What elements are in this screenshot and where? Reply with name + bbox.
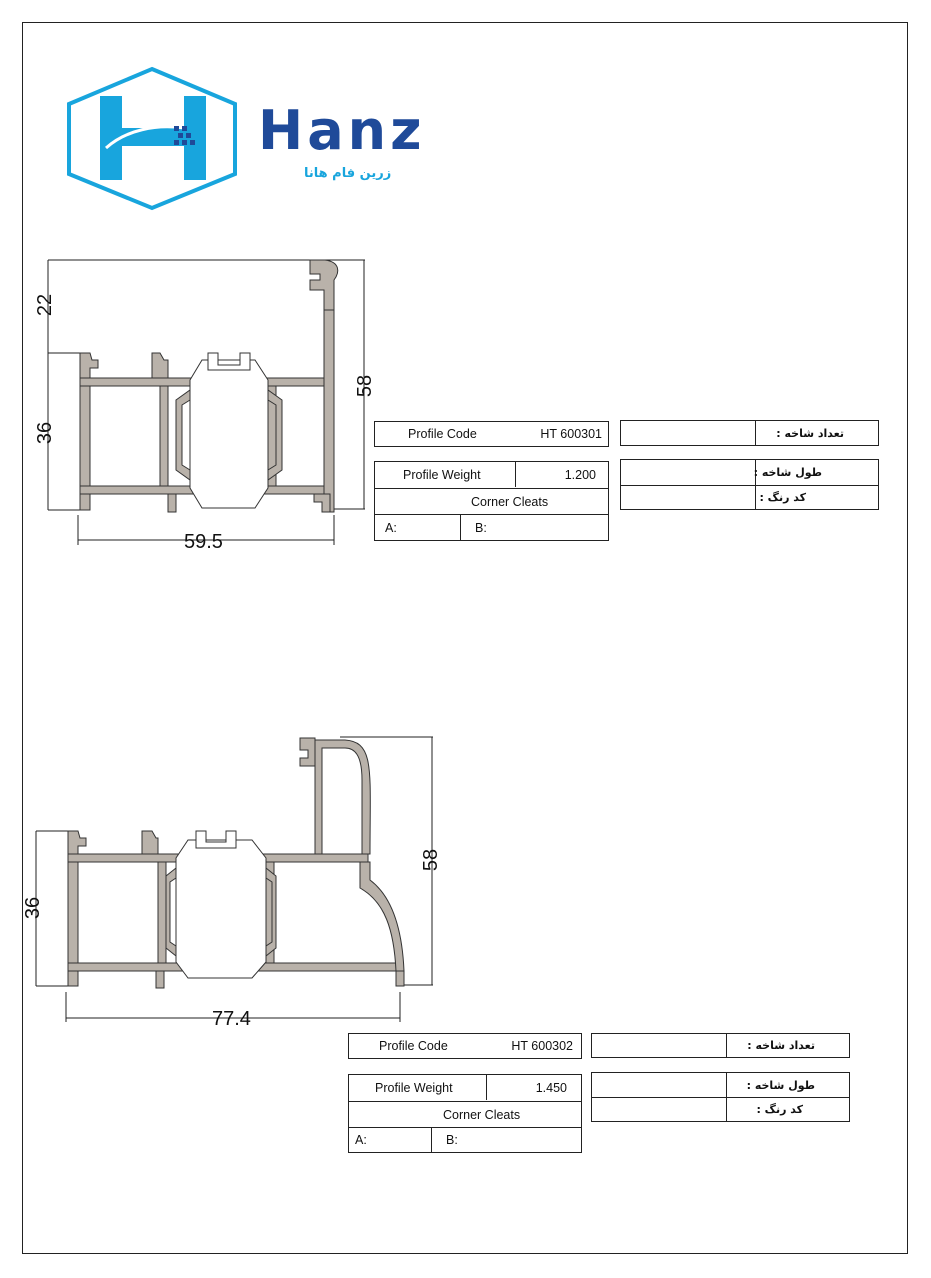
color-code-label: کد رنگ : [759, 491, 806, 504]
color-code-label: کد رنگ : [756, 1103, 803, 1116]
corner-cleats-label: Corner Cleats [471, 495, 549, 509]
profile-1-dim-top-offset: 22 [34, 293, 57, 317]
profile-2-length-box [591, 1072, 850, 1122]
brand-name: Hanz [258, 99, 426, 162]
profile-2-drawing [30, 730, 443, 1030]
profile-1-weight-box [374, 461, 609, 541]
cleat-b-label: B: [475, 521, 487, 535]
profile-weight-value: 1.450 [535, 1081, 567, 1095]
profile-1-code-box [374, 421, 609, 447]
branch-count-label: تعداد شاخه : [747, 1039, 815, 1052]
profile-code-label: Profile Code [408, 427, 477, 441]
profile-2-dim-total-height: 58 [420, 848, 443, 872]
branch-count-label: تعداد شاخه : [776, 426, 844, 440]
profile-1-drawing [40, 250, 380, 553]
profile-1-count-box [620, 420, 879, 446]
profile-1-dim-width: 59.5 [184, 531, 223, 553]
profile-weight-label: Profile Weight [375, 1081, 453, 1095]
profile-1-dim-total-height: 58 [354, 374, 377, 398]
branch-length-label: طول شاخه : [746, 1078, 815, 1092]
profile-2-dim-height: 36 [22, 896, 45, 920]
profile-code-label: Profile Code [379, 1039, 448, 1053]
profile-2-count-box [591, 1033, 850, 1058]
cleat-a-label: A: [355, 1133, 367, 1147]
profile-1-dim-height: 36 [34, 421, 57, 445]
branch-length-label: طول شاخه : [753, 466, 822, 479]
profile-code-value: HT 600302 [511, 1039, 573, 1053]
profile-code-value: HT 600301 [540, 427, 602, 441]
profile-weight-label: Profile Weight [403, 468, 481, 482]
corner-cleats-label: Corner Cleats [443, 1108, 521, 1122]
profile-2-weight-box [348, 1074, 582, 1153]
profile-weight-value: 1.200 [564, 468, 596, 482]
brand-subtitle: زرین فام هانا [304, 166, 392, 181]
profile-1-length-box [620, 459, 879, 510]
cleat-a-label: A: [385, 521, 397, 535]
cleat-b-label: B: [446, 1133, 458, 1147]
profile-2-code-box [348, 1033, 582, 1059]
profile-2-dim-width: 77.4 [212, 1008, 251, 1030]
